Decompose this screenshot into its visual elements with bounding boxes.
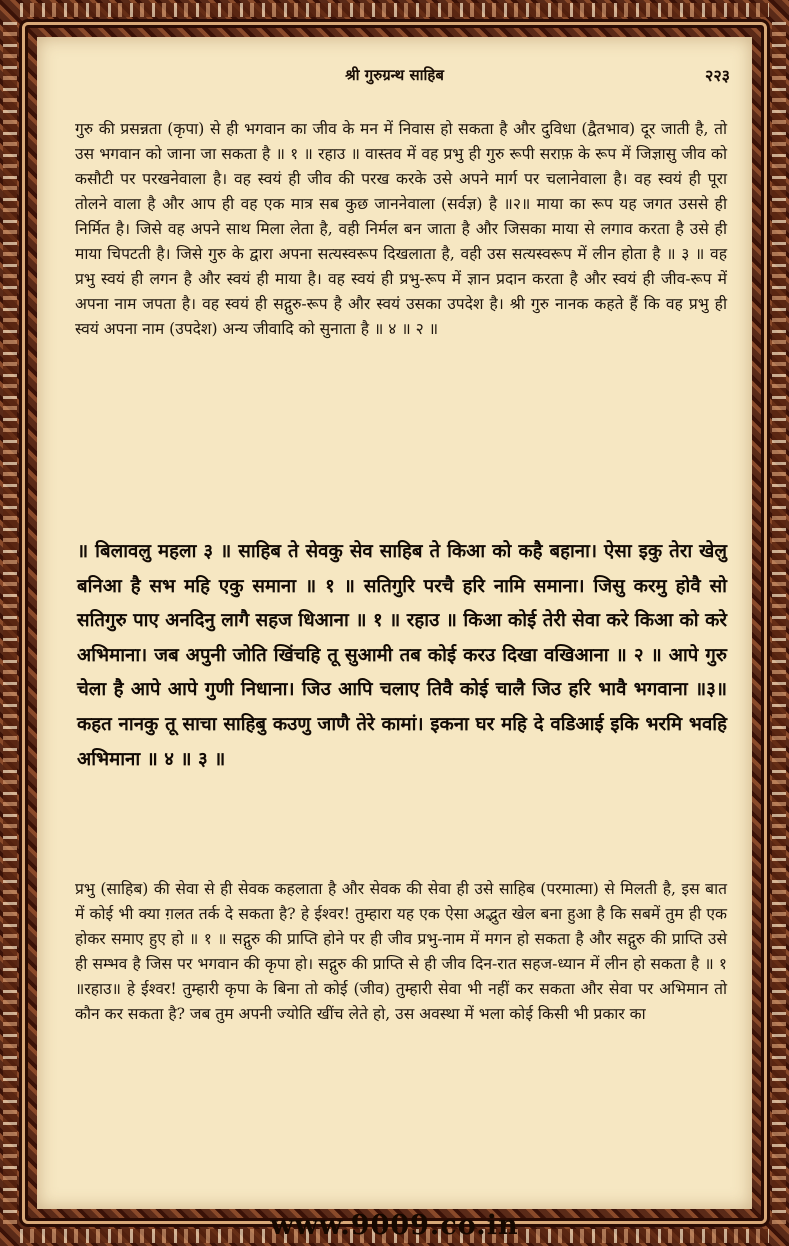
page-content [37,37,752,1209]
gurbani-verse: ॥ बिलावलु महला ३ ॥ साहिब ते सेवकु सेव साहिब ते किआ को कहै बहाना। ऐसा इकु तेरा खेलु बनिआ है सभ महि एकु समाना ॥ १ ॥ सतिगुरि परचै हरि नामि समाना। जिसु करमु होवै सो सतिगुरु पाए अनदिनु लागै सहज धिआना ॥ १ ॥ रहाउ ॥ किआ कोई तेरी सेवा करे किआ को करे अभिमाना। जब अपुनी जोति खिंचहि तू सुआमी तब कोई करउ दिखा वखिआना ॥ २ ॥ आपे गुरु चेला है आपे आपे गुणी निधाना। जिउ आपि चलाए तिवै कोई चालै जिउ हरि भावै भगवाना ॥३॥ कहत नानकु तू साचा साहिबु कउणु जाणै तेरे कामां। इकना घर महि दे वडिआई इकि भरमि भवहि अभिमाना ॥ ४ ॥ ३ ॥ [77,541,727,770]
page-number: २२३ [705,66,730,85]
website-footer[interactable]: www.9009.co.in [270,1210,519,1241]
commentary-bottom: प्रभु (साहिब) की सेवा से ही सेवक कहलाता है और सेवक की सेवा ही उसे साहिब (परमात्मा) से मिलती है, इस बात में कोई भी क्या ग़लत तर्क दे सकता है? हे ईश्वर! तुम्हारा यह एक ऐसा अद्भुत खेल बना हुआ है कि सबमें तुम ही एक होकर समाए हुए हो ॥ १ ॥ सद्गुरु की प्राप्ति होने पर ही जीव प्रभु-नाम में मगन हो सकता है और सद्गुरु की प्राप्ति उसे ही सम्भव है जिस पर भगवान की कृपा हो। सद्गुरु की प्राप्ति से ही जीव दिन-रात सहज-ध्यान में लीन हो सकता है ॥ १ ॥रहाउ॥ हे ईश्वर! तुम्हारी कृपा के बिना तो कोई (जीव) तुम्हारी सेवा भी नहीं कर सकता और सेवा पर अभिमान तो कौन कर सकता है? जब तुम अपनी ज्योति खींच लेते हो, उस अवस्था में भला कोई किसी भी प्रकार का [75,880,727,1023]
commentary-top: गुरु की प्रसन्नता (कृपा) से ही भगवान का जीव के मन में निवास हो सकता है और दुविधा (द्वैतभाव) दूर जाती है, तो उस भगवान को जाना जा सकता है ॥ १ ॥ रहाउ ॥ वास्तव में वह प्रभु ही गुरु रूपी सराफ़ के रूप में जिज्ञासु जीव को कसौटी पर परखनेवाला है। वह स्वयं ही जीव की परख करके उसे अपने मार्ग पर चलानेवाला है। वह स्वयं ही पूरा तोलने वाला है और आप ही वह एक मात्र सब कुछ जाननेवाला (सर्वज्ञ) है ॥२॥ माया का रूप यह जगत उससे ही निर्मित है। जिसे वह अपने साथ मिला लेता है, वही निर्मल बन जाता है और जिसका माया से लगाव करता है उसे ही माया चिपटती है। जिसे गुरु के द्वारा अपना सत्यस्वरूप दिखलाता है, वही उस सत्यस्वरूप में लीन होता है ॥ ३ ॥ वह प्रभु स्वयं ही लगन है और स्वयं ही माया है। वह स्वयं ही प्रभु-रूप में ज्ञान प्रदान करता है और स्वयं ही जीव-रूप में अपना नाम जपता है। वह स्वयं ही सद्गुरु-रूप है और स्वयं उसका उपदेश है। श्री गुरु नानक कहते हैं कि वह प्रभु ही स्वयं अपना नाम (उपदेश) अन्य जीवादि को सुनाता है ॥ ४ ॥ २ ॥ [75,120,727,338]
border-pattern-left [3,22,17,1224]
page-title: श्री गुरुग्रन्थ साहिब [345,66,444,84]
page-header [37,61,752,89]
border-pattern-top [20,3,769,17]
border-pattern-right [772,22,786,1224]
